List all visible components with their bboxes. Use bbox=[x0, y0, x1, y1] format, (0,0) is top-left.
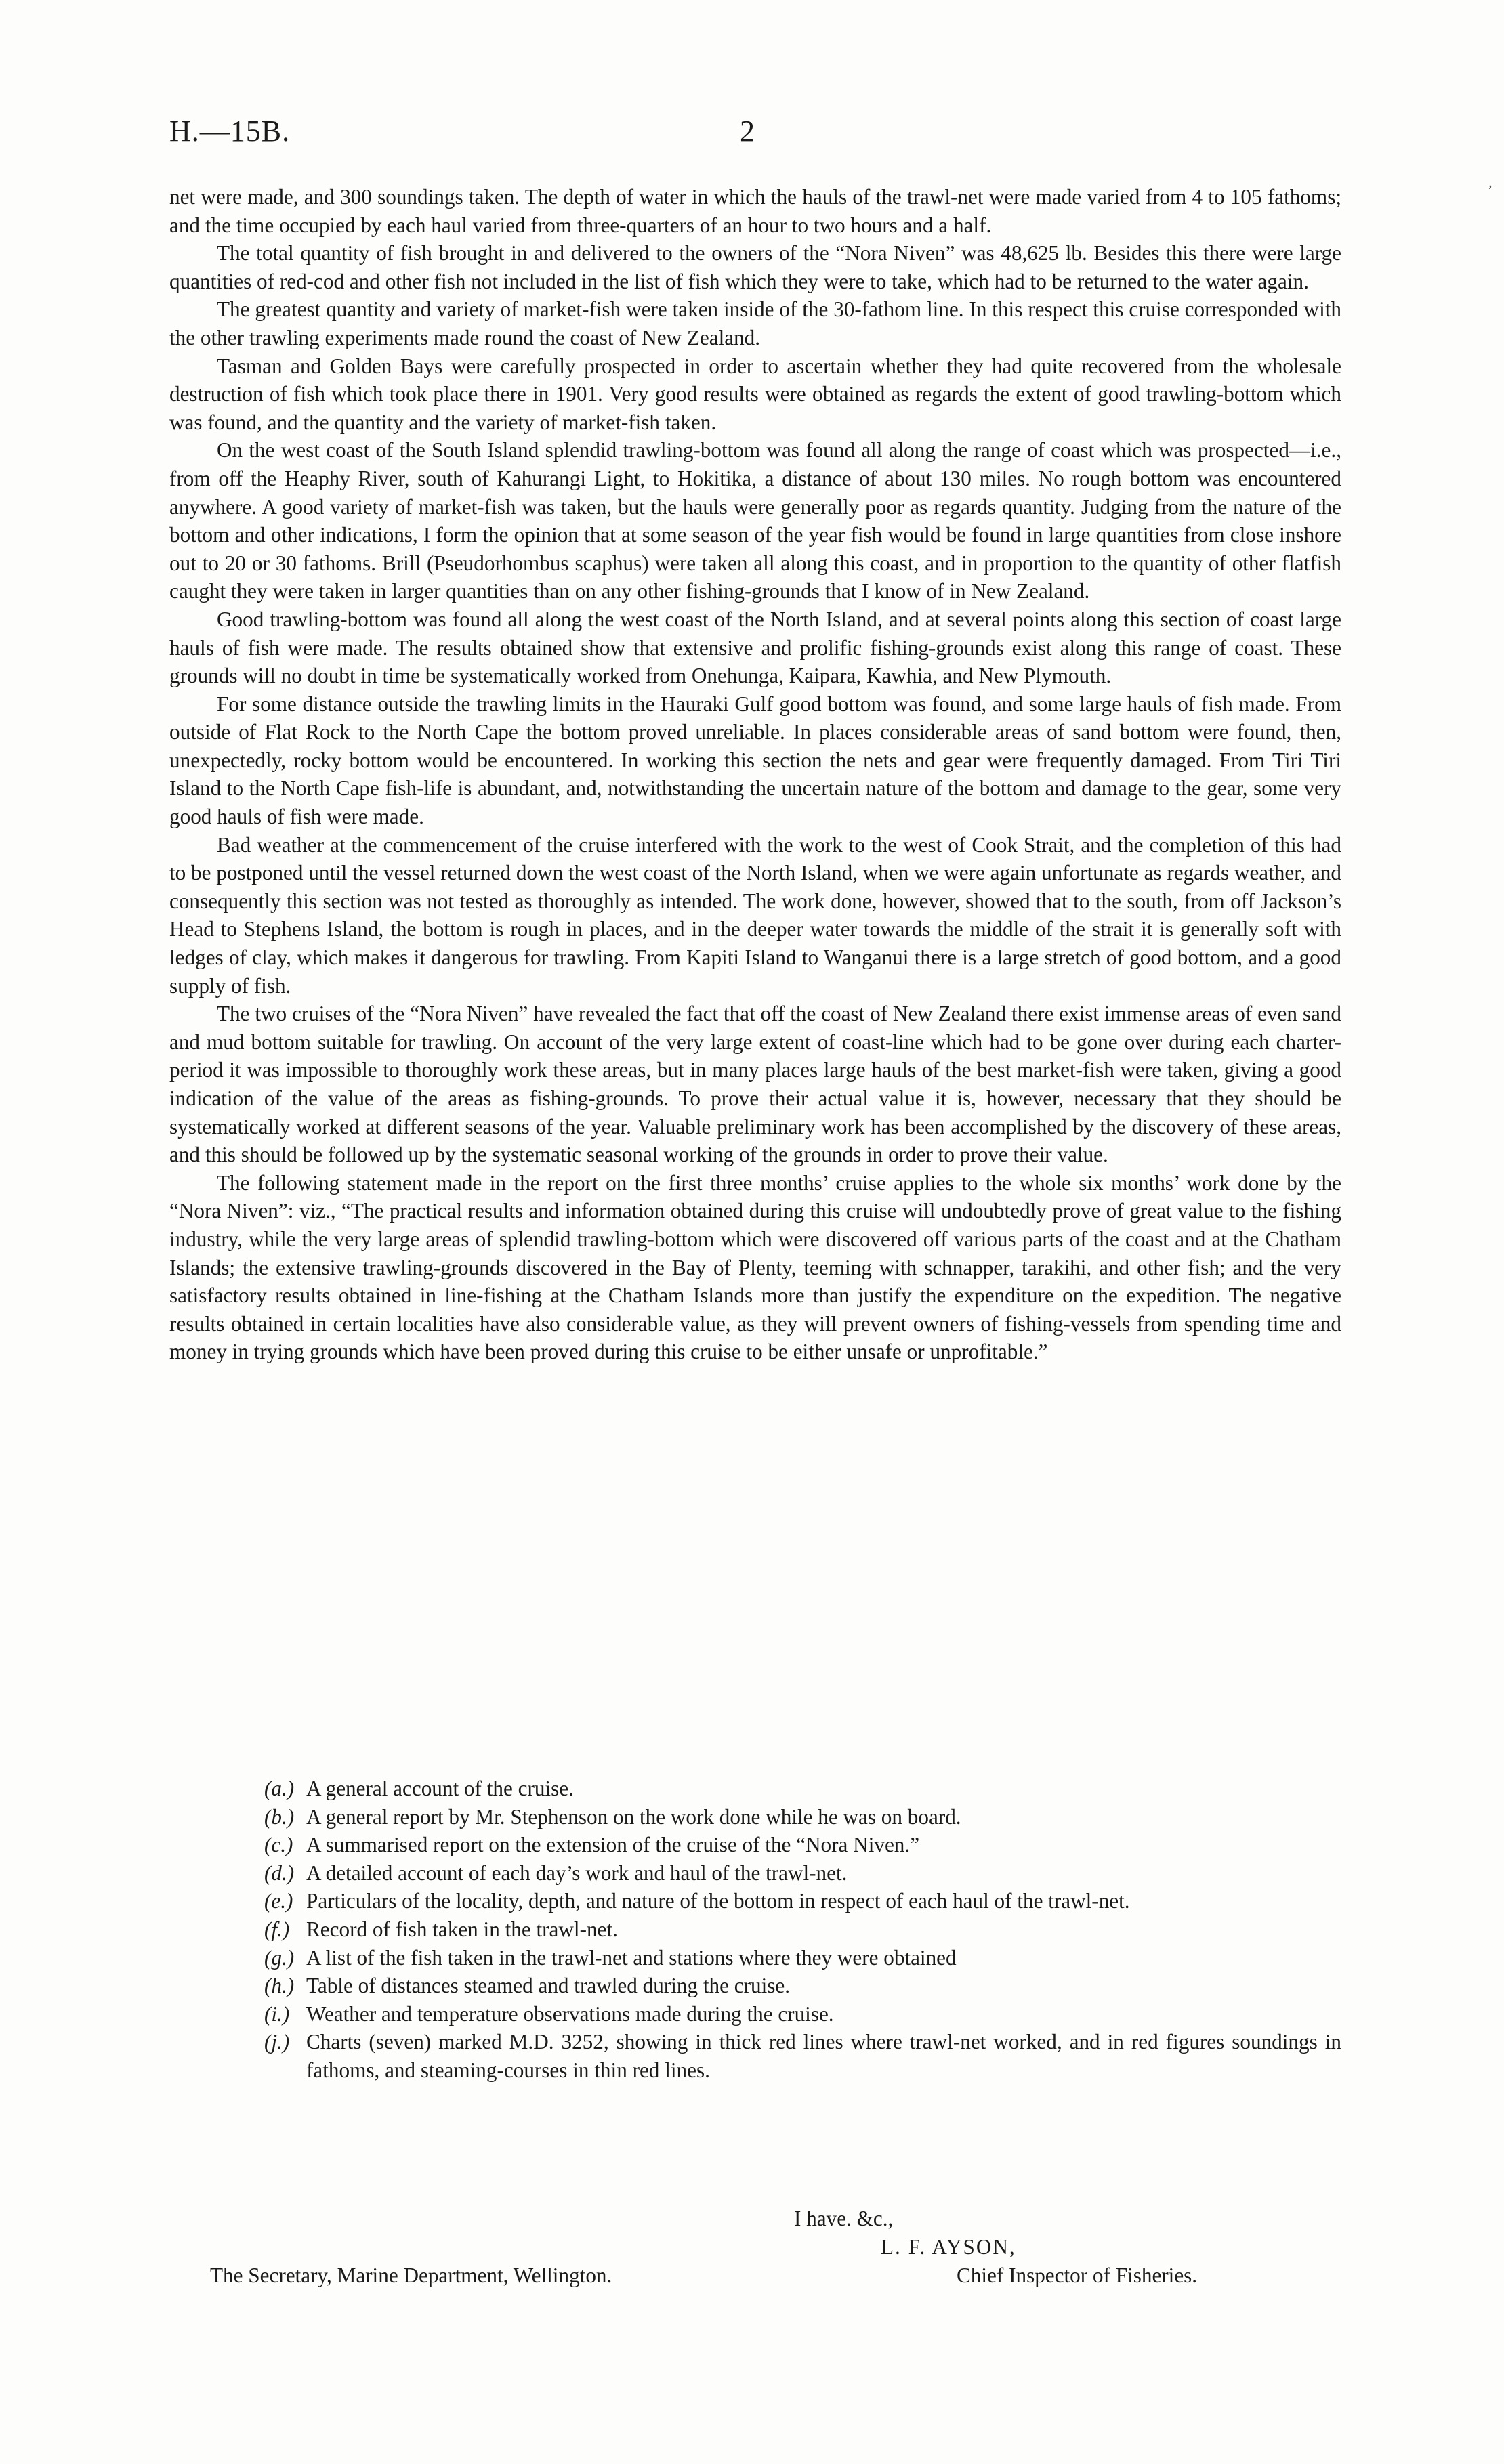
paragraph: The greatest quantity and variety of market-fish were taken inside of the 30-fathom line. In this respect this cruise corresponded with the other trawling experiments made round the coast of New Zealand. bbox=[169, 297, 1341, 349]
list-item bbox=[264, 2028, 1341, 2084]
list-item bbox=[264, 1775, 1341, 1803]
list-item-text: A detailed account of each day’s work and haul of the trawl-net. bbox=[306, 1861, 848, 1885]
signatory-title: Chief Inspector of Fisheries. bbox=[957, 2264, 1198, 2287]
list-item bbox=[264, 1887, 1341, 1915]
list-item-text: A general account of the cruise. bbox=[306, 1777, 574, 1800]
paragraph: Tasman and Golden Bays were carefully prospected in order to ascertain whether they had quite recovered from the wholesale destruction of fish which took place there in 1901. Very good results were obtained as regards the extent of good trawling-bottom which was found, and the quantity and the variety of market-fish taken. bbox=[169, 354, 1341, 434]
list-item bbox=[264, 1972, 1341, 2000]
paragraph: Good trawling-bottom was found all along the west coast of the North Island, and at several points along this section of coast large hauls of fish were made. The results obtained show that extensive and prolific fishing-grounds exist along this range of coast. These grounds will no doubt in time be systematically worked from Onehunga, Kaipara, Kawhia, and New Plymouth. bbox=[169, 607, 1341, 688]
report-body bbox=[169, 183, 1341, 1366]
list-item-text: Record of fish taken in the trawl-net. bbox=[306, 1917, 618, 1941]
document-code: H.—15B. bbox=[169, 114, 291, 148]
list-item-text: Table of distances steamed and trawled during the cruise. bbox=[306, 1974, 791, 1998]
list-marker: (b.) bbox=[264, 1804, 295, 1829]
list-item-text: Weather and temperature observations made during the cruise. bbox=[306, 2001, 834, 2026]
list-item-text: A general report by Mr. Stephenson on the work done while he was on board. bbox=[306, 1804, 961, 1829]
addressee: The Secretary, Marine Department, Wellington. bbox=[210, 2264, 612, 2287]
enclosure-list bbox=[264, 1775, 1341, 2085]
list-item bbox=[264, 1944, 1341, 1972]
list-item-text: Charts (seven) marked M.D. 3252, showing in thick red lines where trawl-net worked, and in red figures soundings in fathoms, and steaming-courses in thin red lines. bbox=[306, 2030, 1341, 2082]
list-item bbox=[264, 1803, 1341, 1831]
paragraph: Bad weather at the commencement of the cruise interfered with the work to the west of Cook Strait, and the completion of this had to be postponed until the vessel returned down the west coast of the North Island, when we were again unfortunate as regards weather, and consequently this section was not tested as thoroughly as intended. The work done, however, showed that to the south, from off Jackson’s Head to Stephens Island, the bottom is rough in places, and in the deeper water towards the middle of the strait it is generally soft with ledges of clay, which makes it dangerous for trawling. From Kapiti Island to Wanganui there is a large stretch of good bottom, and a good supply of fish. bbox=[169, 832, 1341, 998]
list-marker: (i.) bbox=[264, 2001, 290, 2026]
paragraph: The two cruises of the “Nora Niven” have revealed the fact that off the coast of New Zealand there exist immense areas of even sand and mud bottom suitable for trawling. On account of the very large extent of coast-line which had to be gone over during each charter-period it was impossible to thoroughly work these areas, but in many places large hauls of the best market-fish were taken, giving a good indication of the value of the areas as fishing-grounds. To prove their actual value it is, however, necessary that they should be systematically worked at different seasons of the year. Valuable preliminary work has been accomplished by the discovery of these areas, and this should be followed up by the systematic seasonal working of the grounds in order to prove their value. bbox=[169, 1002, 1341, 1167]
list-marker: (e.) bbox=[264, 1889, 293, 1913]
list-marker: (a.) bbox=[264, 1777, 295, 1800]
list-item bbox=[264, 1859, 1341, 1888]
list-marker: (g.) bbox=[264, 1945, 295, 1970]
page-number: 2 bbox=[740, 114, 755, 148]
paragraph: The following statement made in the report on the first three months’ cruise applies to the whole six months’ work done by the “Nora Niven”: viz., “The practical results and information obtained during this cruise will undoubtedly prove of great value to the fishing industry, while the very large areas of splendid trawling-bottom which were discovered off various parts of the coast and at the Chatham Islands; the extensive trawling-grounds discovered in the Bay of Plenty, teeming with schnapper, tarakihi, and other fish; and the very satisfactory results obtained in line-fishing at the Chatham Islands more than justify the expenditure on the expedition. The negative results obtained in certain localities have also considerable value, as they will prevent owners of fishing-vessels from spending time and money in trying grounds which have been proved during this cruise to be either unsafe or unprofitable.” bbox=[169, 1170, 1341, 1364]
list-item-text: A summarised report on the extension of the cruise of the “Nora Niven.” bbox=[306, 1833, 920, 1857]
list-marker: (c.) bbox=[264, 1833, 293, 1857]
list-marker: (j.) bbox=[264, 2030, 290, 2054]
signatory-name: L. F. AYSON, bbox=[881, 2235, 1016, 2259]
paragraph: For some distance outside the trawling limits in the Hauraki Gulf good bottom was found, and some large hauls of fish made. From outside of Flat Rock to the North Cape the bottom proved unreliable. In places considerable areas of sand bottom were found, then, unexpectedly, rocky bottom would be encountered. In working this section the nets and gear were frequently damaged. From Tiri Tiri Island to the North Cape fish-life is abundant, and, notwithstanding the uncertain nature of the bottom and damage to the gear, some very good hauls of fish were made. bbox=[169, 692, 1341, 829]
list-marker: (d.) bbox=[264, 1861, 295, 1885]
paragraph: The total quantity of fish brought in and delivered to the owners of the “Nora Niven” was 48,625 lb. Besides this there were large quantities of red-cod and other fish not included in the list of fish which they were to take, which had to be returned to the water again. bbox=[169, 241, 1341, 293]
list-item bbox=[264, 1915, 1341, 1944]
list-item bbox=[264, 2000, 1341, 2028]
margin-mark: ’ bbox=[1488, 182, 1493, 198]
closing-salutation: I have. &c., bbox=[794, 2207, 894, 2230]
list-marker: (h.) bbox=[264, 1974, 295, 1998]
list-item-text: Particulars of the locality, depth, and nature of the bottom in respect of each haul of the trawl-net. bbox=[306, 1889, 1130, 1913]
list-item-text: A list of the fish taken in the trawl-net and stations where they were obtained bbox=[306, 1945, 957, 1970]
list-marker: (f.) bbox=[264, 1917, 290, 1941]
list-item bbox=[264, 1831, 1341, 1859]
paragraph: On the west coast of the South Island splendid trawling-bottom was found all along the range of coast which was prospected—i.e., from off the Heaphy River, south of Kahurangi Light, to Hokitika, a distance of about 130 miles. No rough bottom was encountered anywhere. A good variety of market-fish was taken, but the hauls were generally poor as regards quantity. Judging from the nature of the bottom and other indications, I form the opinion that at some season of the year fish would be found in large quantities from close inshore out to 20 or 30 fathoms. Brill (Pseudorhombus scaphus) were taken all along this coast, and in proportion to the quantity of other flatfish caught they were taken in larger quantities than on any other fishing-grounds that I know of in New Zealand. bbox=[169, 438, 1341, 603]
paragraph: net were made, and 300 soundings taken. The depth of water in which the hauls of the trawl-net were made varied from 4 to 105 fathoms; and the time occupied by each haul varied from three-quarters of an hour to two hours and a half. bbox=[169, 185, 1341, 237]
